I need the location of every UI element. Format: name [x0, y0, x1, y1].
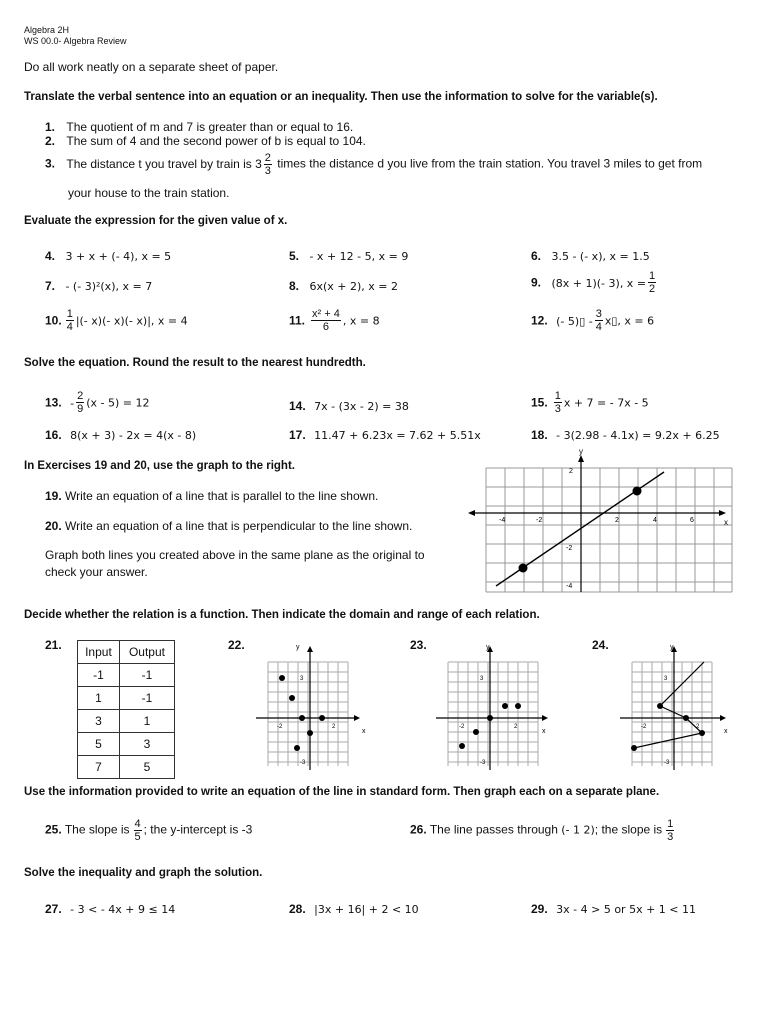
- section-evaluate: Evaluate the expression for the given value of x.: [24, 215, 288, 227]
- problem-22-number: 22.: [228, 638, 245, 652]
- relation-point: [307, 730, 313, 736]
- tick-label: -3: [480, 760, 486, 766]
- tick-label: -2: [277, 724, 283, 730]
- table-row: [78, 756, 175, 779]
- relation-point: [299, 715, 305, 721]
- problem-6: 6. 3.5 - (- x), x = 1.5: [531, 249, 650, 263]
- relation-graph-22: [252, 640, 372, 770]
- problem-3-line-2: your house to the train station.: [68, 186, 230, 200]
- relation-point: [515, 703, 521, 709]
- problem-19: 19. Write an equation of a line that is parallel to the line shown.: [45, 489, 379, 503]
- problem-2: [45, 134, 366, 148]
- relation-line: [634, 662, 704, 748]
- table-header-row: [78, 641, 175, 664]
- relation-point: [294, 745, 300, 751]
- x-axis-label: x: [724, 518, 728, 527]
- table-cell: 5: [78, 733, 120, 756]
- problem-4: 4. 3 + x + (- 4), x = 5: [45, 249, 172, 263]
- section-graph-exercises: In Exercises 19 and 20, use the graph to the right.: [24, 460, 295, 472]
- column-header: Output: [119, 641, 174, 664]
- tick-label: 2: [332, 724, 336, 730]
- problem-5: 5. - x + 12 - 5, x = 9: [289, 249, 409, 263]
- problem-21-number: 21.: [45, 638, 62, 652]
- table-row: [78, 687, 175, 710]
- relation-point: [657, 703, 663, 709]
- y-axis-arrow: [307, 646, 313, 652]
- problem-18: 18. - 3(2.98 - 4.1x) = 9.2x + 6.25: [531, 428, 720, 442]
- section-standard-form: Use the information provided to write an equation of the line in standard form. Then graph each on a separate plane.: [24, 786, 660, 798]
- relation-point: [289, 695, 295, 701]
- relation-graph-24: [612, 640, 736, 770]
- y-axis-label: y: [670, 644, 674, 651]
- line-point: [519, 564, 528, 573]
- relation-point: [631, 745, 637, 751]
- relation-point: [683, 715, 689, 721]
- tick-label: -2: [459, 724, 465, 730]
- problem-number: 3.: [45, 156, 56, 171]
- problem-14: 14. 7x - (3x - 2) = 38: [289, 399, 409, 413]
- x-axis-arrow: [542, 715, 548, 721]
- problem-13: 13. - $\frac{2}{9}$ (x - 5) = 12: [45, 390, 150, 415]
- x-axis-label: x: [724, 728, 728, 735]
- tick-label: -3: [300, 760, 306, 766]
- table-row: [78, 733, 175, 756]
- table-cell: 7: [78, 756, 120, 779]
- relation-point: [319, 715, 325, 721]
- tick-label: 2: [569, 468, 573, 475]
- x-axis-arrow-left: [468, 510, 475, 516]
- relation-point: [487, 715, 493, 721]
- problem-20: 20. Write an equation of a line that is perpendicular to the line shown.: [45, 519, 413, 533]
- main-graph: [466, 446, 736, 596]
- tick-label: 2: [696, 724, 700, 730]
- y-axis-label: y: [579, 447, 583, 456]
- input-output-table: [77, 640, 175, 779]
- tick-label: 3: [480, 676, 484, 682]
- tick-label: -2: [536, 517, 543, 524]
- tick-label: 3: [664, 676, 668, 682]
- table-cell: 1: [119, 710, 174, 733]
- table-row: [78, 664, 175, 687]
- relation-point: [279, 675, 285, 681]
- problem-3: [45, 152, 702, 177]
- table-cell: 3: [78, 710, 120, 733]
- section-function: Decide whether the relation is a function. Then indicate the domain and range of each relation.: [24, 609, 540, 621]
- relation-point: [699, 730, 705, 736]
- x-axis-arrow: [354, 715, 360, 721]
- graph-note-line-1: Graph both lines you created above in the same plane as the original to: [45, 548, 425, 562]
- tick-label: -2: [566, 545, 573, 552]
- relation-point: [459, 743, 465, 749]
- tick-label: 2: [615, 517, 619, 524]
- x-axis-arrow-right: [719, 510, 726, 516]
- table-row: [78, 710, 175, 733]
- section-inequality: Solve the inequality and graph the solution.: [24, 867, 263, 879]
- tick-label: -4: [566, 583, 573, 590]
- problem-27: 27. - 3 < - 4x + 9 ≤ 14: [45, 902, 176, 916]
- problem-25: 25. The slope is $\frac{4}{5}$ ; the y-intercept is -3: [45, 818, 253, 843]
- problem-29: 29. 3x - 4 > 5 or 5x + 1 < 11: [531, 902, 696, 916]
- problem-11: 11. $\frac{\text{x² + 4}}{6}$ , x = 8: [289, 308, 380, 333]
- x-axis-label: x: [542, 728, 546, 735]
- worksheet-title: WS 00.0- Algebra Review: [24, 36, 127, 46]
- y-axis-arrow-up: [578, 455, 584, 462]
- tick-label: 3: [300, 676, 304, 682]
- relation-point: [502, 703, 508, 709]
- section-solve: Solve the equation. Round the result to the nearest hundredth.: [24, 357, 366, 369]
- problem-text-continued: times the distance d you live from the train station. You travel 3 miles to get from: [277, 156, 703, 171]
- table-cell: -1: [78, 664, 120, 687]
- tick-label: -2: [641, 724, 647, 730]
- problem-15: 15. $\frac{1}{3}$ x + 7 = - 7x - 5: [531, 390, 649, 415]
- problem-7: 7. - (- 3)²(x), x = 7: [45, 279, 153, 293]
- tick-label: 6: [690, 517, 694, 524]
- tick-label: -3: [664, 760, 670, 766]
- relation-graph-23: [432, 640, 552, 770]
- column-header: Input: [78, 641, 120, 664]
- problem-9: 9. (8x + 1)(- 3), x = $\frac{1}{2}$: [531, 270, 656, 295]
- fraction: $\frac{2}{3}$: [264, 152, 271, 177]
- instructions: Do all work neatly on a separate sheet of paper.: [24, 60, 279, 74]
- tick-label: 4: [653, 517, 657, 524]
- problem-10: 10. $\frac{1}{4}$ |(- x)(- x)(- x)|, x = 4: [45, 308, 188, 333]
- table-cell: 3: [119, 733, 174, 756]
- problem-17: 17. 11.47 + 6.23x = 7.62 + 5.51x: [289, 428, 481, 442]
- problem-8: 8. 6x(x + 2), x = 2: [289, 279, 398, 293]
- problem-24-number: 24.: [592, 638, 609, 652]
- problem-text: The sum of 4 and the second power of b is equal to 104.: [66, 134, 366, 148]
- section-translate: Translate the verbal sentence into an equation or an inequality. Then use the information to solve for the variable(s).: [24, 91, 658, 103]
- y-axis-label: y: [296, 644, 300, 651]
- graph-grid: [486, 468, 732, 592]
- problem-28: 28. |3x + 16| + 2 < 10: [289, 902, 419, 916]
- problem-number: 2.: [45, 134, 56, 148]
- x-axis-label: x: [362, 728, 366, 735]
- table-cell: -1: [119, 664, 174, 687]
- table-cell: -1: [119, 687, 174, 710]
- line-point: [633, 487, 642, 496]
- problem-16: 16. 8(x + 3) - 2x = 4(x - 8): [45, 428, 197, 442]
- problem-26: 26. The line passes through (- 1 2); the slope is $\frac{1}{3}$: [410, 818, 674, 843]
- x-axis-arrow: [720, 715, 726, 721]
- problem-number: 1.: [45, 120, 56, 134]
- graph-grid: [448, 662, 538, 766]
- problem-text: The distance t you travel by train is 3: [66, 156, 262, 171]
- relation-point: [473, 729, 479, 735]
- problem-12: 12. (- 5)▯ - $\frac{3}{4}$ x▯, x = 6: [531, 308, 655, 333]
- table-cell: 1: [78, 687, 120, 710]
- graph-note-line-2: check your answer.: [45, 565, 148, 579]
- course-name: Algebra 2H: [24, 25, 70, 35]
- problem-23-number: 23.: [410, 638, 427, 652]
- tick-label: 2: [514, 724, 518, 730]
- y-axis-label: y: [486, 644, 490, 651]
- tick-label: -4: [499, 517, 506, 524]
- graph-grid: [632, 662, 712, 766]
- problem-1: [45, 120, 353, 134]
- problem-text: The quotient of m and 7 is greater than or equal to 16.: [66, 120, 354, 134]
- table-cell: 5: [119, 756, 174, 779]
